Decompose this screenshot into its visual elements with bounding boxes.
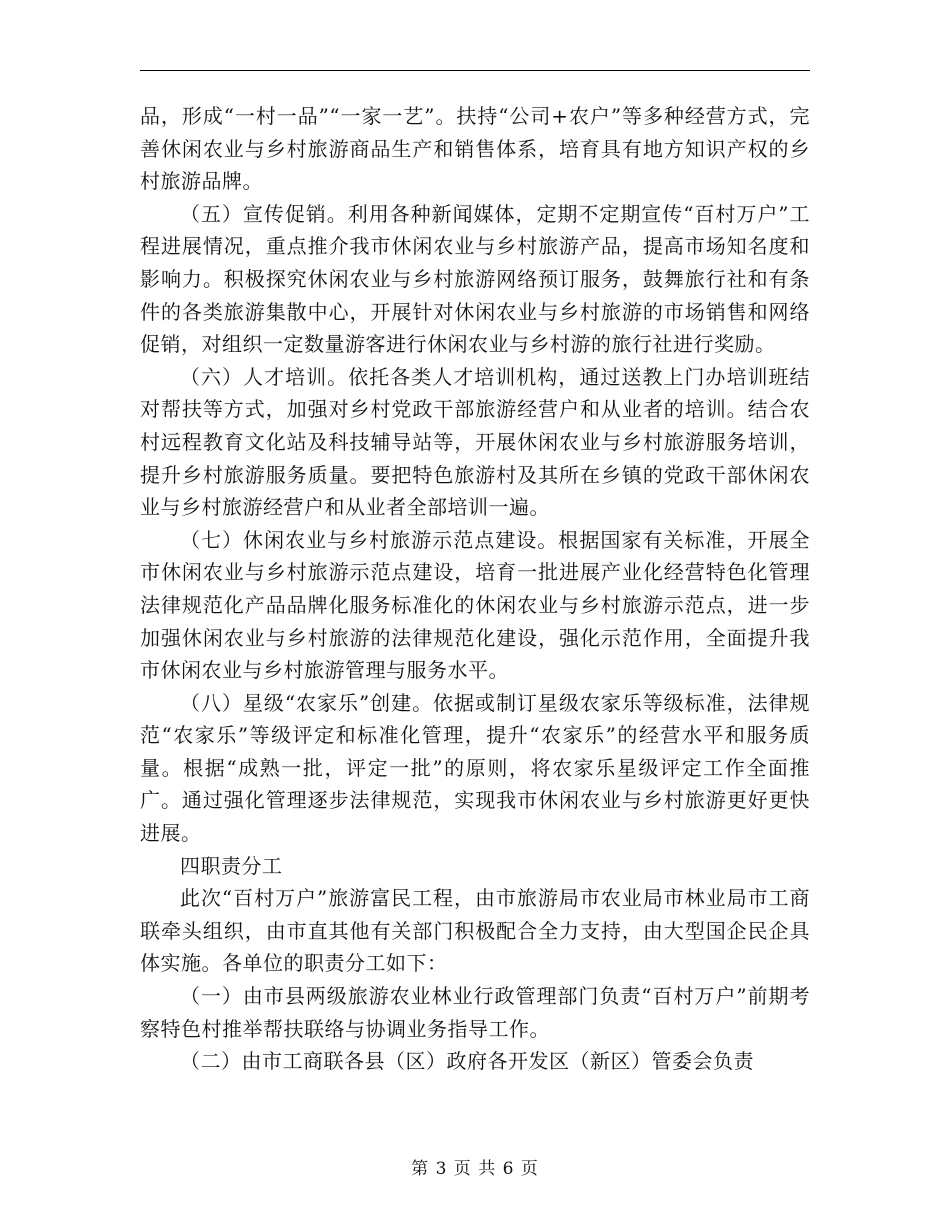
paragraph-section-5: （五）宣传促销。利用各种新闻媒体，定期不定期宣传“百村万户”工程进展情况，重点推介我市休闲农业与乡村旅游产品，提高市场知名度和影响力。积极探究休闲农业与乡村旅游网络预订服务，鼓舞旅行社和有条件的各类旅游集散中心，开展针对休闲农业与乡村旅游的市场销售和网络促销，对组织一定数量游客进行休闲农业与乡村游的旅行社进行奖励。	[140, 201, 810, 357]
paragraph-duty-2: （二）由市工商联各县（区）政府各开发区（新区）管委会负责	[180, 1049, 754, 1074]
paragraph-section-7: （七）休闲农业与乡村旅游示范点建设。根据国家有关标准，开展全市休闲农业与乡村旅游示范点建设，培育一批进展产业化经营特色化管理法律规范化产品品牌化服务标准化的休闲农业与乡村旅游示范点，进一步加强休闲农业与乡村旅游的法律规范化建设，强化示范作用，全面提升我市休闲农业与乡村旅游管理与服务水平。	[140, 527, 810, 683]
paragraph-duty-1: （一）由市县两级旅游农业林业行政管理部门负责“百村万户”前期考察特色村推举帮扶联络与协调业务指导工作。	[140, 984, 810, 1041]
paragraph-duties-intro: 此次“百村万户”旅游富民工程，由市旅游局市农业局市林业局市工商联牵头组织，由市直其他有关部门积极配合全力支持，由大型国企民企具体实施。各单位的职责分工如下：	[140, 886, 810, 976]
section-heading-duties: 四职责分工	[180, 853, 283, 878]
document-body	[140, 100, 810, 1078]
paragraph-section-8: （八）星级“农家乐”创建。依据或制订星级农家乐等级标准，法律规范“农家乐”等级评定和标准化管理，提升“农家乐”的经营水平和服务质量。根据“成熟一批，评定一批”的原则，将农家乐星级评定工作全面推广。通过强化管理逐步法律规范，实现我市休闲农业与乡村旅游更好更快进展。	[140, 690, 810, 846]
paragraph-continuation: 品，形成“一村一品”“一家一艺”。扶持“公司+农户”等多种经营方式，完善休闲农业与乡村旅游商品生产和销售体系，培育具有地方知识产权的乡村旅游品牌。	[140, 104, 810, 194]
page-number-footer: 第 3 页 共 6 页	[411, 1159, 539, 1179]
paragraph-section-6: （六）人才培训。依托各类人才培训机构，通过送教上门办培训班结对帮扶等方式，加强对乡村党政干部旅游经营户和从业者的培训。结合农村远程教育文化站及科技辅导站等，开展休闲农业与乡村旅游服务培训，提升乡村旅游服务质量。要把特色旅游村及其所在乡镇的党政干部休闲农业与乡村旅游经营户和从业者全部培训一遍。	[140, 364, 810, 520]
header-rule	[140, 70, 810, 71]
